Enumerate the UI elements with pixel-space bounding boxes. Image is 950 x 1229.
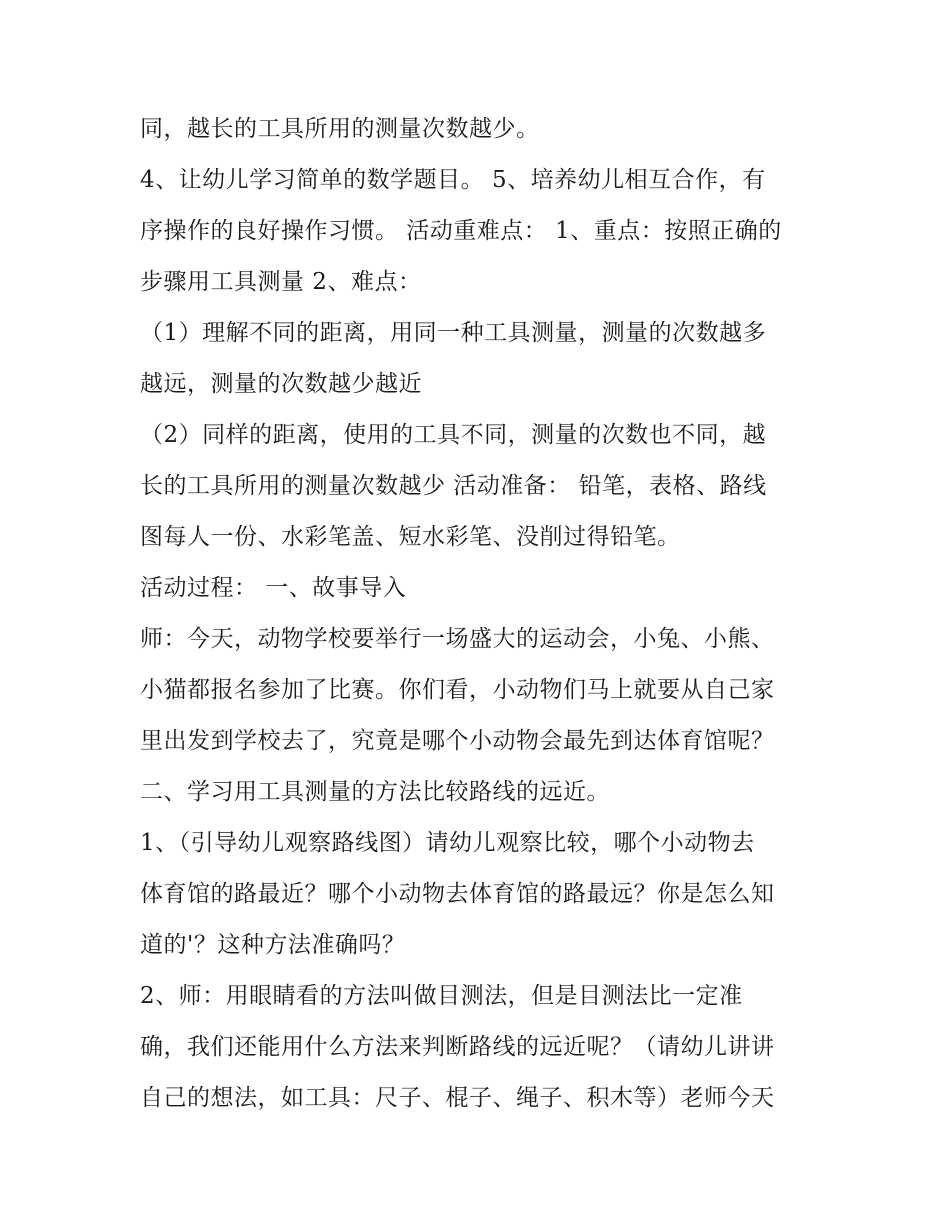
text-line: 2、师：用眼睛看的方法叫做目测法，但是目测法比一定准	[140, 983, 743, 1009]
text-line: 确，我们还能用什么方法来判断路线的远近呢？（请幼儿讲讲	[140, 1034, 775, 1060]
text-line: （1）理解不同的距离，用同一种工具测量，测量的次数越多	[140, 320, 767, 346]
text-line: 越远，测量的次数越少越近	[140, 371, 422, 397]
text-line: 长的工具所用的测量次数越少 活动准备： 铅笔，表格、路线	[140, 473, 767, 499]
text-line: 里出发到学校去了，究竟是哪个小动物会最先到达体育馆呢？	[140, 728, 775, 754]
text-line: 自己的想法，如工具：尺子、棍子、绳子、积木等）老师今天	[140, 1085, 775, 1111]
text-line: 体育馆的路最近？哪个小动物去体育馆的路最远？你是怎么知	[140, 881, 775, 907]
text-line: 1、（引导幼儿观察路线图）请幼儿观察比较，哪个小动物去	[140, 830, 755, 856]
text-line: 小猫都报名参加了比赛。你们看，小动物们马上就要从自己家	[140, 677, 775, 703]
text-line: 师：今天，动物学校要举行一场盛大的运动会，小兔、小熊、	[140, 626, 775, 652]
text-line: 二、学习用工具测量的方法比较路线的远近。	[140, 779, 610, 805]
text-line: 同，越长的工具所用的测量次数越少。	[140, 116, 540, 142]
text-line: 序操作的良好操作习惯。 活动重难点： 1、重点：按照正确的	[140, 218, 782, 244]
text-line: 步骤用工具测量 2、难点：	[140, 269, 422, 295]
text-line: 4、让幼儿学习简单的数学题目。 5、培养幼儿相互合作，有	[140, 167, 766, 193]
text-line: 道的'？这种方法准确吗？	[140, 932, 406, 958]
text-line: 图每人一份、水彩笔盖、短水彩笔、没削过得铅笔。	[140, 524, 681, 550]
text-line: 活动过程： 一、故事导入	[140, 575, 407, 601]
text-line: （2）同样的距离，使用的工具不同，测量的次数也不同，越	[140, 422, 767, 448]
